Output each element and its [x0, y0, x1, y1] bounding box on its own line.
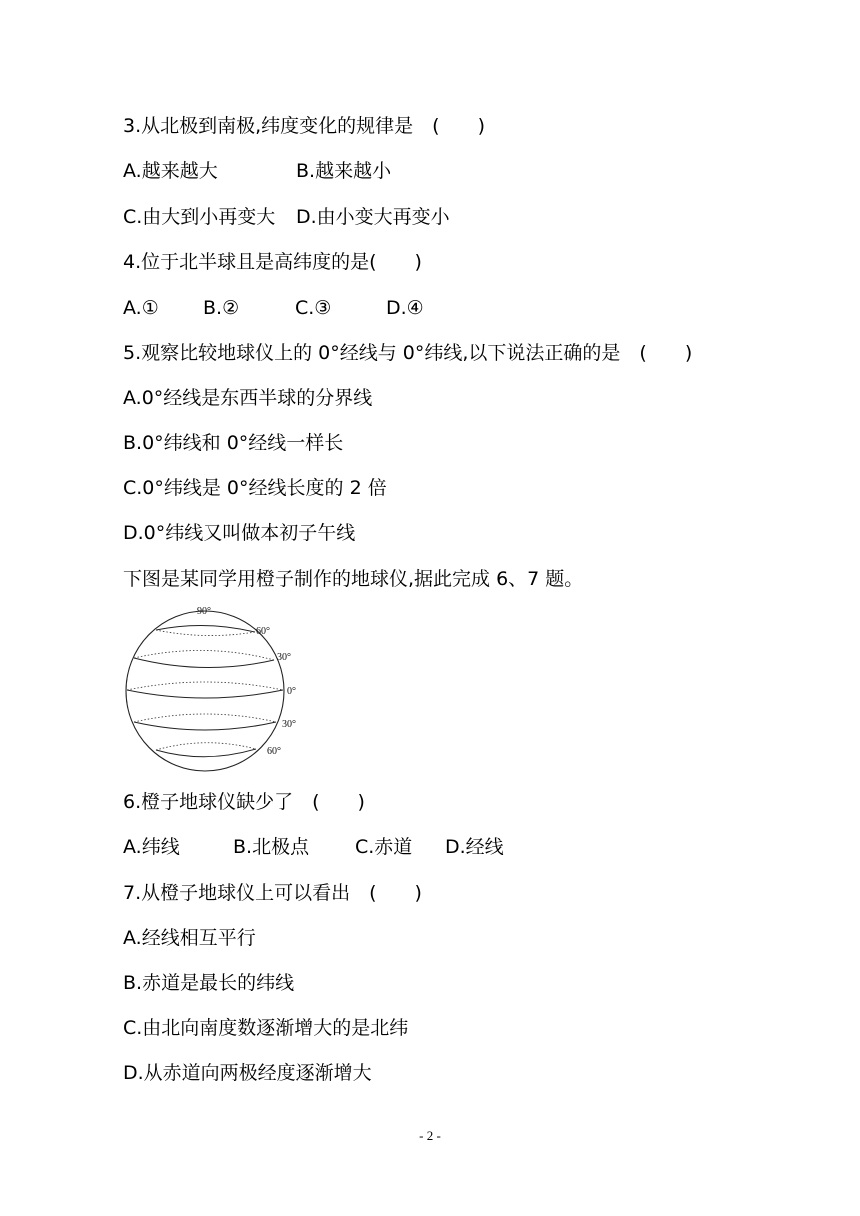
latitude-60n-front — [156, 625, 255, 632]
question-6-options — [123, 834, 623, 860]
question-6-option-c[interactable]: C.赤道 — [355, 836, 413, 858]
question-3-option-a[interactable]: A.越来越大 — [123, 160, 218, 182]
question-5-option-b[interactable]: B.0°纬线和 0°经线一样长 — [123, 432, 344, 454]
question-4-stem: 4.位于北半球且是高纬度的是( ) — [123, 251, 422, 273]
figure-intro-text: 下图是某同学用橙子制作的地球仪,据此完成 6、7 题。 — [123, 568, 584, 590]
latitude-30n-front — [134, 658, 274, 668]
latitude-30s-front — [134, 722, 276, 730]
question-5-option-c[interactable]: C.0°纬线是 0°经线长度的 2 倍 — [123, 477, 387, 499]
question-6-stem: 6.橙子地球仪缺少了 ( ) — [123, 791, 365, 813]
question-4-options — [123, 295, 623, 321]
latitude-30n-back — [134, 650, 274, 660]
question-4-option-b[interactable]: B.② — [203, 297, 240, 319]
latitude-60n-back — [156, 630, 255, 636]
question-7-option-b[interactable]: B.赤道是最长的纬线 — [123, 972, 295, 994]
question-6-option-b[interactable]: B.北极点 — [233, 836, 310, 858]
label-0: 0° — [287, 686, 296, 697]
question-3-options-row-2 — [123, 204, 623, 230]
equator-back — [127, 682, 283, 690]
question-5-option-a[interactable]: A.0°经线是东西半球的分界线 — [123, 387, 373, 409]
page-number: - 2 - — [419, 1128, 441, 1143]
label-90: 90° — [197, 606, 211, 617]
question-3-option-c[interactable]: C.由大到小再变大 — [123, 206, 276, 228]
question-3-options-row-1 — [123, 158, 623, 184]
question-7-option-a[interactable]: A.经线相互平行 — [123, 927, 256, 949]
question-4-option-d[interactable]: D.④ — [386, 297, 424, 319]
question-7-stem: 7.从橙子地球仪上可以看出 ( ) — [123, 882, 422, 904]
question-6-option-d[interactable]: D.经线 — [445, 836, 504, 858]
question-3-stem: 3.从北极到南极,纬度变化的规律是 ( ) — [123, 115, 485, 137]
question-4-option-a[interactable]: A.① — [123, 297, 159, 319]
question-7-option-d[interactable]: D.从赤道向两极经度逐渐增大 — [123, 1062, 372, 1084]
question-4-option-c[interactable]: C.③ — [295, 297, 332, 319]
label-30n: 30° — [277, 652, 291, 663]
question-7-option-c[interactable]: C.由北向南度数逐渐增大的是北纬 — [123, 1017, 409, 1039]
label-30s: 30° — [282, 719, 296, 730]
latitude-30s-back — [134, 714, 276, 722]
question-3-option-b[interactable]: B.越来越小 — [296, 160, 392, 182]
label-60s: 60° — [267, 746, 281, 757]
latitude-60s-back — [156, 743, 256, 750]
question-5-stem: 5.观察比较地球仪上的 0°经线与 0°纬线,以下说法正确的是 ( ) — [123, 342, 693, 364]
equator-front — [127, 690, 283, 698]
question-3-option-d[interactable]: D.由小变大再变小 — [296, 206, 450, 228]
orange-globe-figure — [122, 602, 312, 774]
latitude-60s-front — [156, 749, 256, 757]
question-6-option-a[interactable]: A.纬线 — [123, 836, 180, 858]
label-60n: 60° — [256, 626, 270, 637]
question-5-option-d[interactable]: D.0°纬线又叫做本初子午线 — [123, 522, 356, 544]
